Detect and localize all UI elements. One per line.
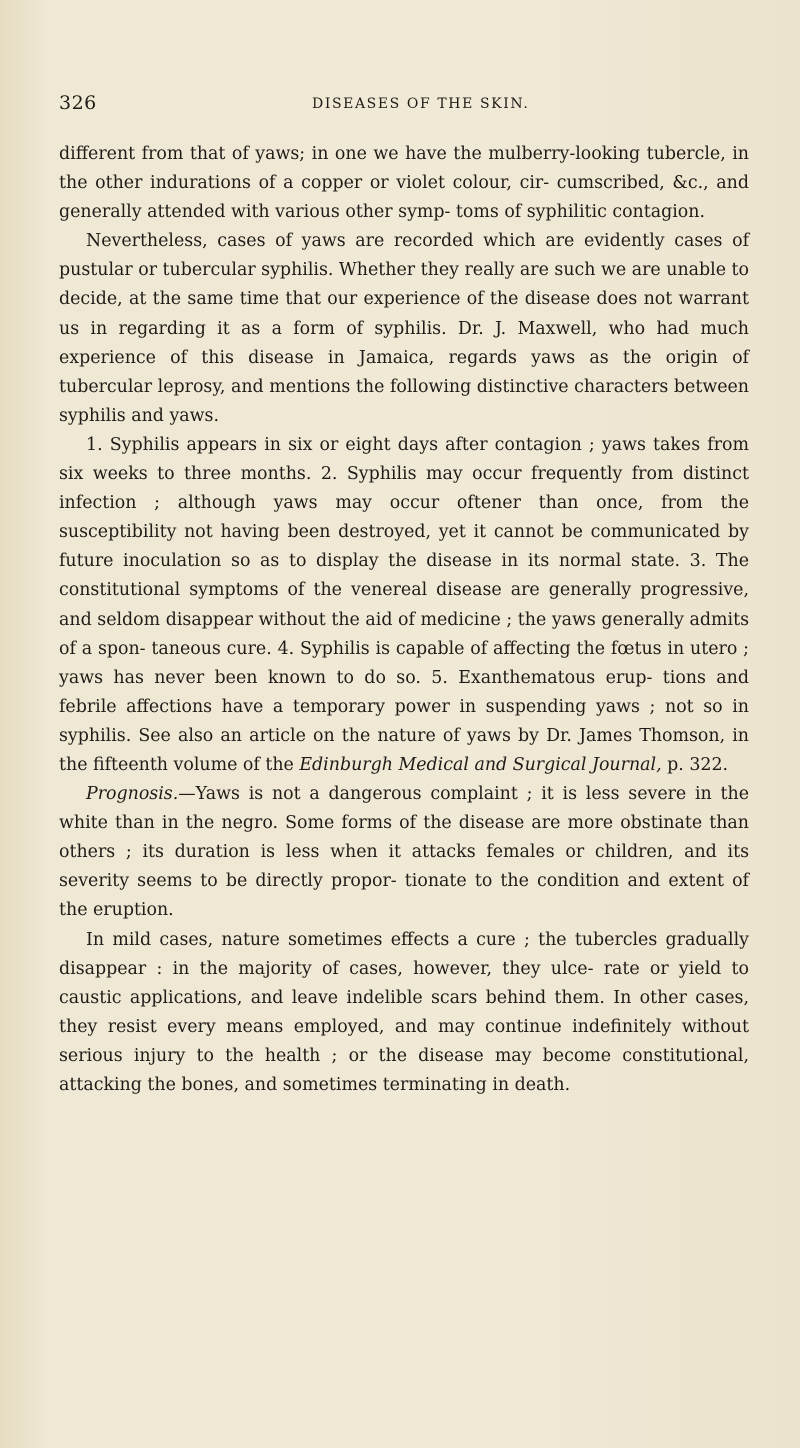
paragraph-mild-cases: In mild cases, nature sometimes effects a cure ; the tubercles gradually disappear : in the majority of cases, however, they ulce- rate or yield to caustic applications, and leave indelible scars behind them. In other cases, they resist every means employed, and may continue indefinitely without serious injury to the health ; or the disease may become constitutional, attacking the bones, and sometimes terminating in death.	[59, 929, 749, 1095]
paragraph-distinctive-characters	[59, 431, 749, 780]
running-title: DISEASES OF THE SKIN.	[312, 96, 530, 112]
running-head	[59, 92, 739, 116]
page-number: 326	[59, 92, 97, 114]
paragraph-continuation: different from that of yaws; in one we have the mulberry-looking tubercle, in the other indurations of a copper or violet colour, cir- cumscribed, &c., and generally attended with various other symp- toms of syphilitic contagion.	[59, 144, 749, 223]
paragraph-text: —Yaws is not a dangerous complaint ; it is less severe in the white than in the negro. Some forms of the disease are more obstinate than others ; its duration is less when it attacks females or children, and its severity seems to be directly propor- tionate to the condition and extent of the eruption.	[59, 784, 749, 921]
paragraph-prognosis	[59, 780, 749, 925]
paragraph-text: 1. Syphilis appears in six or eight days after contagion ; yaws takes from six weeks to three months. 2. Syphilis may occur frequently from distinct infection ; although yaws may occur oftener than once, from the susceptibility not having been destroyed, yet it cannot be communicated by future inoculation so as to display the disease in its normal state. 3. The constitutional symptoms of the venereal disease are generally progressive, and seldom disappear without the aid of medicine ; the yaws generally admits of a spon- taneous cure. 4. Syphilis is capable of affecting the fœtus in utero ; yaws has never been known to do so. 5. Exanthematous erup- tions and febrile affections have a temporary power in suspending yaws ; not so in syphilis. See also an article on the nature of yaws by Dr. James Thomson, in the fifteenth volume of the	[59, 434, 749, 775]
paragraph-nevertheless: Nevertheless, cases of yaws are recorded which are evidently cases of pustular or tubercular syphilis. Whether they really are such we are unable to decide, at the same time that our experience of the disease does not warrant us in regarding it as a form of syphilis. Dr. J. Maxwell, who had much experience of this disease in Jamaica, regards yaws as the origin of tubercular leprosy, and mentions the following distinctive characters between syphilis and yaws.	[59, 231, 749, 426]
section-heading-prognosis: Prognosis.	[86, 784, 179, 805]
journal-title: Edinburgh Medical and Surgical Journal,	[299, 754, 662, 775]
body-text	[59, 140, 749, 1100]
paragraph-text-end: p. 322.	[661, 754, 729, 775]
